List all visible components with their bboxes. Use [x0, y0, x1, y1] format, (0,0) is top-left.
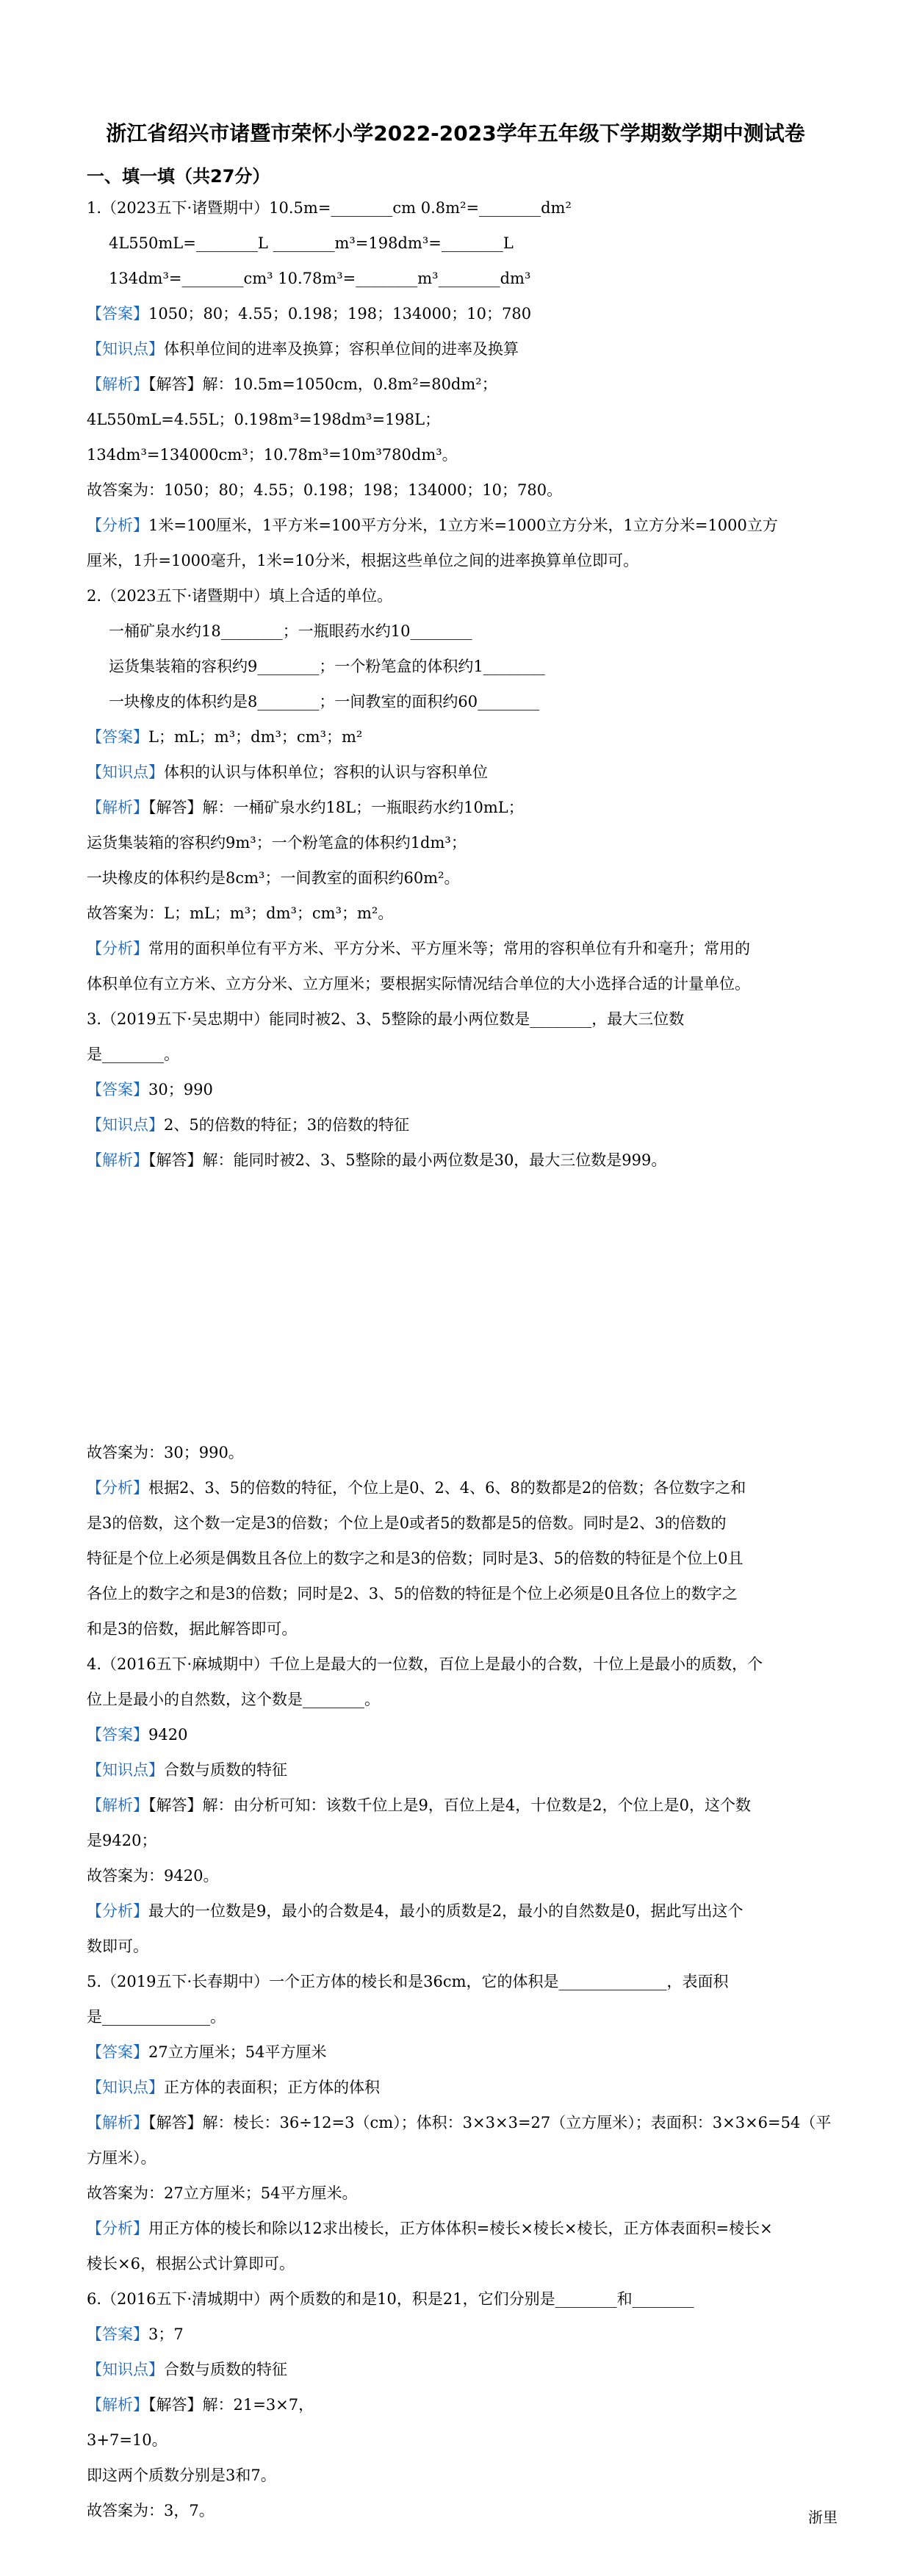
- text-line: 134dm³=________cm³ 10.78m³=________m³________dm³: [109, 270, 531, 287]
- text-line: 【解析】【解答】解：21=3×7，: [87, 2396, 314, 2414]
- text-line: 【知识点】2、5的倍数的特征；3的倍数的特征: [87, 1116, 410, 1134]
- text-line: 即这两个质数分别是3和7。: [87, 2467, 276, 2484]
- text-line: 4L550mL=________L ________m³=198dm³=________L: [109, 234, 514, 252]
- text-line: 134dm³=134000cm³；10.78m³=10m³780dm³。: [87, 446, 458, 464]
- text-line: 是________。: [87, 1046, 179, 1063]
- text-line: 故答案为：3，7。: [87, 2502, 215, 2519]
- text-line: 4L550mL=4.55L；0.198m³=198dm³=198L；: [87, 411, 441, 428]
- text-line: 各位上的数字之和是3的倍数；同时是2、3、5的倍数的特征是个位上必须是0且各位上的数字之: [87, 1585, 738, 1602]
- text-line: 4.（2016五下·麻城期中）千位上是最大的一位数，百位上是最小的合数，十位上是最小的质数，个: [87, 1655, 763, 1673]
- text-line: 一桶矿泉水约18________；一瓶眼药水约10________: [109, 622, 472, 640]
- text-line: 【答案】30；990: [87, 1081, 213, 1098]
- text-line: 一块橡皮的体积约是8cm³；一间教室的面积约60m²。: [87, 869, 460, 887]
- text-line: 【分析】1米=100厘米，1平方米=100平方分米，1立方米=1000立方分米，1立方分米=1000立方: [87, 517, 778, 534]
- text-line: 故答案为：1050；80；4.55；0.198；198；134000；10；780。: [87, 481, 563, 499]
- text-line: 【解析】【解答】解：能同时被2、3、5整除的最小两位数是30，最大三位数是999。: [87, 1151, 667, 1169]
- document-title: 浙江省绍兴市诸暨市荣怀小学2022-2023学年五年级下学期数学期中测试卷: [106, 121, 805, 145]
- text-line: 位上是最小的自然数，这个数是________。: [87, 1691, 380, 1708]
- text-line: 是3的倍数，这个数一定是3的倍数；个位上是0或者5的数都是5的倍数。同时是2、3的倍数的: [87, 1514, 727, 1532]
- text-line: 【分析】根据2、3、5的倍数的特征，个位上是0、2、4、6、8的数都是2的倍数；各位数字之和: [87, 1479, 746, 1497]
- text-line: 是9420；: [87, 1832, 157, 1849]
- text-line: 【解析】【解答】解：10.5m=1050cm，0.8m²=80dm²；: [87, 375, 497, 393]
- text-line: 【知识点】体积的认识与体积单位；容积的认识与容积单位: [87, 763, 488, 781]
- text-line: 和是3的倍数，据此解答即可。: [87, 1620, 298, 1638]
- text-line: 厘米，1升=1000毫升，1米=10分米，根据这些单位之间的进率换算单位即可。: [87, 552, 639, 569]
- text-line: 【答案】3；7: [87, 2325, 184, 2343]
- text-line: 【分析】最大的一位数是9，最小的合数是4，最小的质数是2，最小的自然数是0，据此写出这个: [87, 1902, 743, 1920]
- text-line: 一块橡皮的体积约是8________；一间教室的面积约60________: [109, 693, 540, 710]
- text-line: 体积单位有立方米、立方分米、立方厘米；要根据实际情况结合单位的大小选择合适的计量单位。: [87, 975, 750, 993]
- text-line: 故答案为：27立方厘米；54平方厘米。: [87, 2184, 358, 2202]
- text-line: 【解析】【解答】解：棱长：36÷12=3（cm）；体积：3×3×3=27（立方厘米）；表面积：3×3×6=54（平: [87, 2114, 832, 2131]
- text-line: 【答案】27立方厘米；54平方厘米: [87, 2043, 327, 2061]
- text-line: 【解析】【解答】解：一桶矿泉水约18L；一瓶眼药水约10mL；: [87, 799, 524, 816]
- text-line: 棱长×6，根据公式计算即可。: [87, 2255, 295, 2273]
- text-line: 【答案】9420: [87, 1726, 188, 1744]
- section-heading: 一、填一填（共27分）: [87, 166, 270, 187]
- text-line: 【分析】常用的面积单位有平方米、平方分米、平方厘米等；常用的容积单位有升和毫升；常用的: [87, 940, 750, 957]
- text-line: 故答案为：30；990。: [87, 1444, 244, 1461]
- text-line: 【知识点】合数与质数的特征: [87, 2361, 287, 2378]
- text-line: 特征是个位上必须是偶数且各位上的数字之和是3的倍数；同时是3、5的倍数的特征是个位上0且: [87, 1550, 743, 1567]
- text-line: 运货集装箱的容积约9________；一个粉笔盒的体积约1________: [109, 658, 545, 675]
- text-line: 【答案】L；mL；m³；dm³；cm³；m²: [87, 728, 363, 746]
- text-line: 5.（2019五下·长春期中）一个正方体的棱长和是36cm，它的体积是______________，表面积: [87, 1973, 729, 1990]
- text-line: 2.（2023五下·诸暨期中）填上合适的单位。: [87, 587, 393, 605]
- page-footer: 浙里: [808, 2508, 838, 2526]
- text-line: 【解析】【解答】解：由分析可知：该数千位上是9，百位上是4，十位数是2，个位上是0，这个数: [87, 1796, 751, 1814]
- text-line: 运货集装箱的容积约9m³；一个粉笔盒的体积约1dm³；: [87, 834, 467, 852]
- text-line: 3.（2019五下·吴忠期中）能同时被2、3、5整除的最小两位数是________，最大三位数: [87, 1010, 685, 1028]
- text-line: 方厘米）。: [87, 2149, 156, 2167]
- text-line: 【知识点】体积单位间的进率及换算；容积单位间的进率及换算: [87, 340, 519, 358]
- text-line: 3+7=10。: [87, 2431, 168, 2449]
- text-line: 1.（2023五下·诸暨期中）10.5m=________cm 0.8m²=________dm²: [87, 199, 572, 217]
- text-line: 故答案为：L；mL；m³；dm³；cm³；m²。: [87, 904, 394, 922]
- text-line: 是______________。: [87, 2008, 226, 2026]
- text-line: 【分析】用正方体的棱长和除以12求出棱长，正方体体积=棱长×棱长×棱长，正方体表面积=棱长×: [87, 2220, 773, 2237]
- text-line: 数即可。: [87, 1938, 148, 1955]
- text-line: 6.（2016五下·清城期中）两个质数的和是10，积是21，它们分别是________和________: [87, 2290, 694, 2308]
- text-line: 【知识点】合数与质数的特征: [87, 1761, 287, 1779]
- text-line: 故答案为：9420。: [87, 1867, 219, 1885]
- text-line: 【答案】1050；80；4.55；0.198；198；134000；10；780: [87, 305, 532, 323]
- text-line: 【知识点】正方体的表面积；正方体的体积: [87, 2079, 380, 2096]
